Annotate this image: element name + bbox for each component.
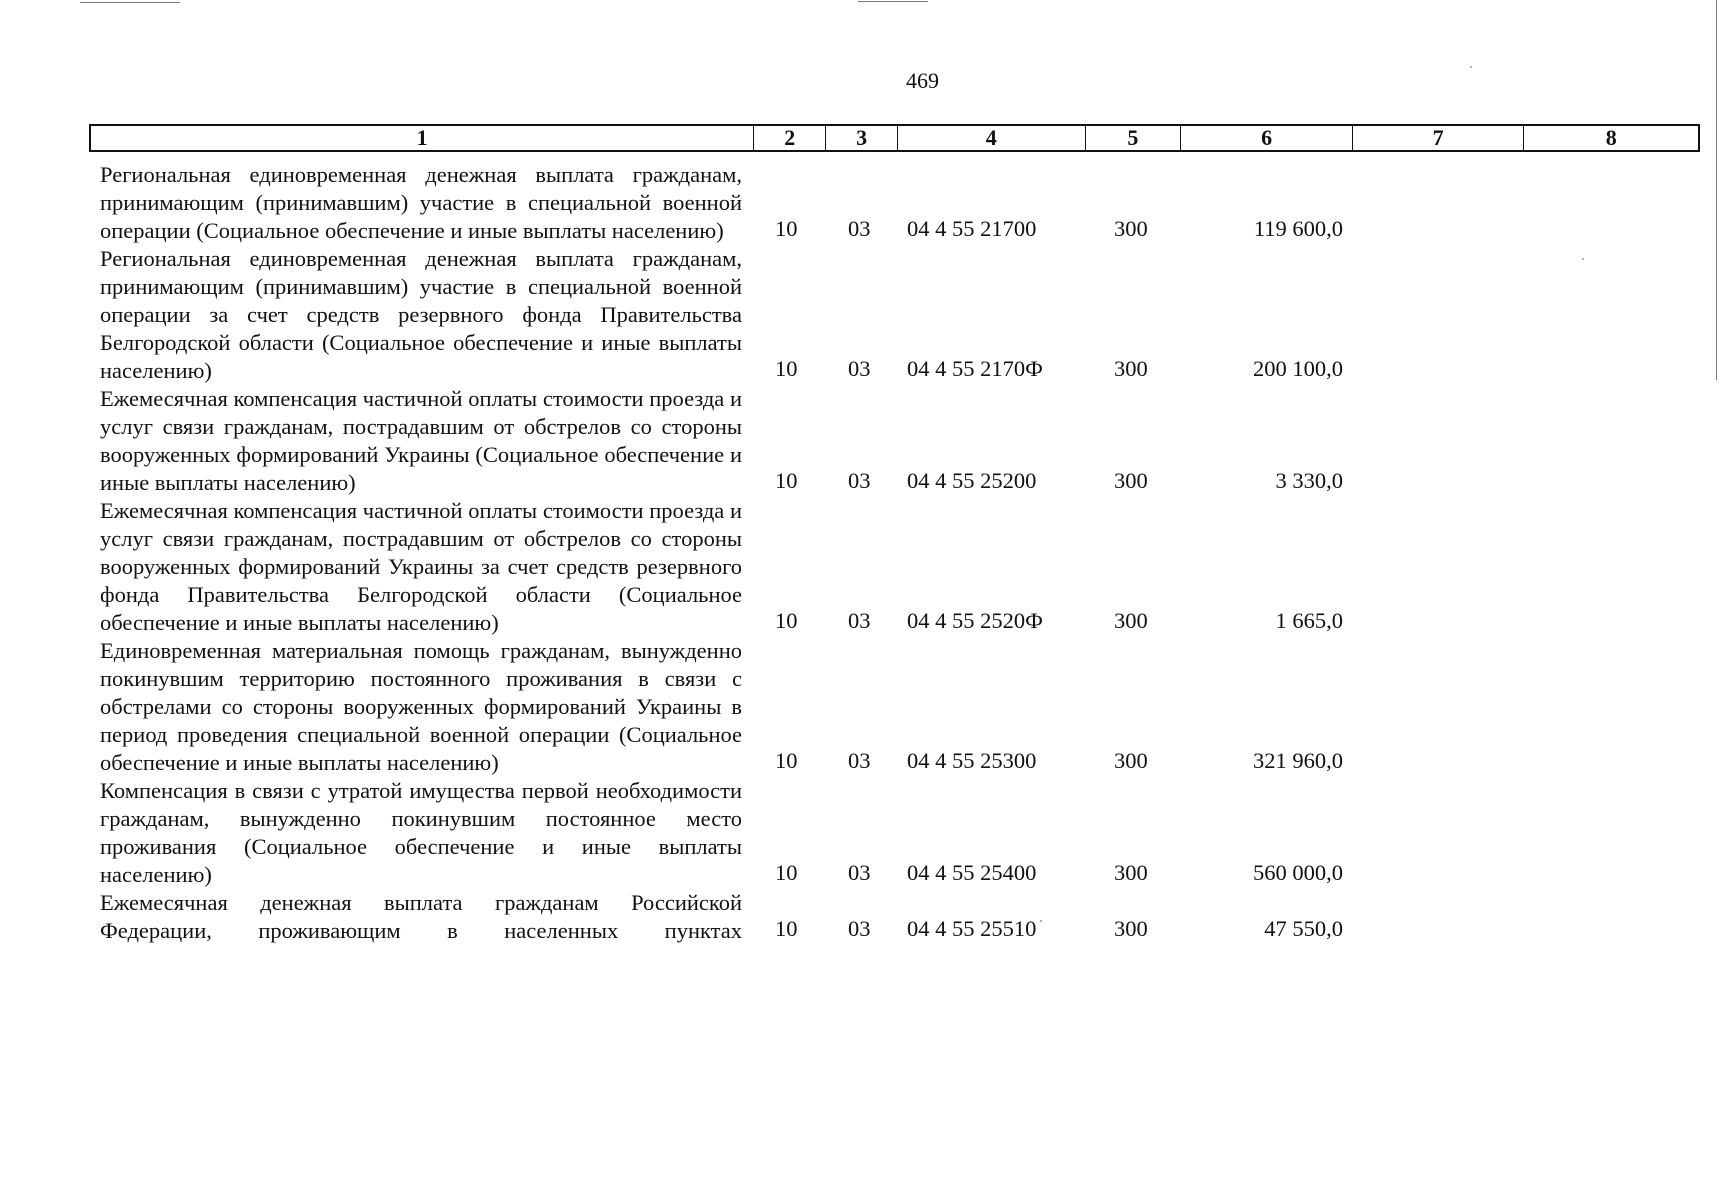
table-header-row [89, 124, 1700, 152]
table-row [0, 385, 1720, 497]
row-description: Компенсация в связи с утратой имущества первой необходимости гражданам, вынужденно покинувшим постоянное место проживания (Социальное обеспечение и иные выплаты населению) [100, 778, 742, 887]
table-row [0, 889, 1720, 945]
row-section: 10 [775, 356, 798, 381]
column-header: 4 [898, 126, 1086, 150]
row-description: Ежемесячная компенсация частичной оплаты стоимости проезда и услуг связи гражданам, пострадавшим от обстрелов со стороны вооруженных формирований Украины за счет средств резервного фонда Правительства Белгородской области (Социальное обеспечение и иные выплаты населению) [100, 498, 742, 635]
row-description: Единовременная материальная помощь гражданам, вынужденно покинувшим территорию постоянного проживания в связи с обстрелами со стороны вооруженных формирований Украины в период проведения специальной военной операции (Социальное обеспечение и иные выплаты населению) [100, 638, 742, 775]
row-description: Региональная единовременная денежная выплата гражданам, принимающим (принимавшим) участие в специальной военной операции за счет средств резервного фонда Правительства Белгородской области (Социальное обеспечение и иные выплаты населению) [100, 246, 742, 383]
row-section: 10 [775, 216, 798, 241]
row-amount: 47 550,0 [1264, 916, 1343, 941]
column-header: 2 [754, 126, 826, 150]
table-row [0, 497, 1720, 637]
column-header: 7 [1353, 126, 1525, 150]
row-expense-type: 300 [1114, 748, 1148, 773]
row-expense-type: 300 [1114, 468, 1148, 493]
column-header: 5 [1086, 126, 1182, 150]
row-target-article: 04 4 55 21700 [907, 216, 1037, 241]
row-subsection: 03 [848, 860, 871, 885]
row-amount: 119 600,0 [1253, 216, 1343, 241]
row-amount: 560 000,0 [1253, 860, 1343, 885]
row-description: Региональная единовременная денежная выплата гражданам, принимающим (принимавшим) участие в специальной военной операции (Социальное обеспечение и иные выплаты населению) [100, 162, 742, 243]
row-target-article: 04 4 55 2520Ф [907, 608, 1043, 633]
row-section: 10 [775, 860, 798, 885]
row-expense-type: 300 [1114, 860, 1148, 885]
row-subsection: 03 [848, 748, 871, 773]
row-expense-type: 300 [1114, 216, 1148, 241]
table-row [0, 161, 1720, 245]
row-section: 10 [775, 916, 798, 941]
row-amount: 200 100,0 [1253, 356, 1343, 381]
row-section: 10 [775, 468, 798, 493]
scan-artifact-line [858, 1, 928, 2]
row-target-article: 04 4 55 2170Ф [907, 356, 1043, 381]
table-row [0, 245, 1720, 385]
row-expense-type: 300 [1114, 356, 1148, 381]
row-expense-type: 300 [1114, 608, 1148, 633]
row-section: 10 [775, 748, 798, 773]
row-amount: 321 960,0 [1253, 748, 1343, 773]
row-description: Ежемесячная компенсация частичной оплаты стоимости проезда и услуг связи гражданам, пострадавшим от обстрелов со стороны вооруженных формирований Украины (Социальное обеспечение и иные выплаты населению) [100, 386, 742, 495]
table-row [0, 637, 1720, 777]
page-number: 469 [906, 68, 939, 93]
table-body [0, 161, 1720, 945]
row-amount: 3 330,0 [1275, 468, 1343, 493]
row-expense-type: 300 [1114, 916, 1148, 941]
row-target-article: 04 4 55 25510 [907, 916, 1037, 941]
row-subsection: 03 [848, 608, 871, 633]
row-target-article: 04 4 55 25200 [907, 468, 1037, 493]
column-header: 8 [1605, 125, 1617, 150]
row-section: 10 [775, 608, 798, 633]
row-subsection: 03 [848, 468, 871, 493]
row-subsection: 03 [848, 356, 871, 381]
scan-artifact-line [80, 2, 180, 3]
table-row [0, 777, 1720, 889]
row-description: Ежемесячная денежная выплата гражданам Российской Федерации, проживающим в населенных пунктах [100, 890, 742, 943]
column-header: 6 [1181, 126, 1353, 150]
row-subsection: 03 [848, 216, 871, 241]
row-subsection: 03 [848, 916, 871, 941]
row-amount: 1 665,0 [1275, 608, 1343, 633]
column-header: 3 [826, 126, 898, 150]
row-target-article: 04 4 55 25300 [907, 748, 1037, 773]
column-header: 1 [91, 126, 754, 150]
row-target-article: 04 4 55 25400 [907, 860, 1037, 885]
